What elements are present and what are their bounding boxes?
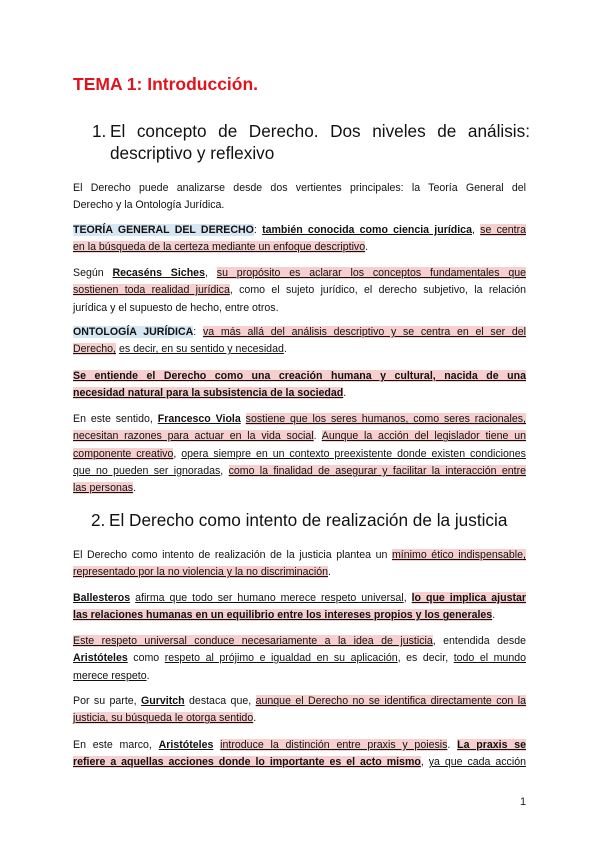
name-francesco-viola: Francesco Viola xyxy=(157,413,241,425)
p11-pre: En este marco, xyxy=(73,739,159,751)
p9-mid-b: como xyxy=(127,652,165,665)
paragraph-5 xyxy=(73,368,526,403)
section-2-title: El Derecho como intento de realización de la justicia xyxy=(109,510,508,530)
p8-underline-a: afirma que todo ser humano merece respeto universal xyxy=(135,592,404,604)
name-ballesteros: Ballesteros xyxy=(73,592,131,604)
p7-end: . xyxy=(327,566,331,579)
section-1-title-line1: El concepto de Derecho. Dos niveles de análisis: xyxy=(110,121,530,141)
paragraph-6 xyxy=(73,411,526,497)
p9-mid-b2: , es decir, xyxy=(397,652,454,665)
p6-underline-c: opera siempre en un contexto preexistente donde existen condiciones xyxy=(181,447,526,460)
p4-end: . xyxy=(283,343,287,356)
section-1-title-line2: descriptivo y reflexivo xyxy=(110,143,275,163)
p10-highlight-b: justicia, su búsqueda le otorga sentido xyxy=(73,712,254,725)
p11-highlight-a: introduce la distinción entre praxis y poiesis xyxy=(220,739,448,751)
paragraph-7 xyxy=(73,547,526,582)
section-1-number: 1. xyxy=(92,121,107,141)
paragraph-2 xyxy=(73,222,526,257)
p11-bold-b: refiere a aquellas acciones donde lo importante es el acto mismo xyxy=(73,756,421,769)
term-teoria-general: TEORÍA GENERAL DEL DERECHO xyxy=(73,224,254,236)
p4-colon: : xyxy=(193,326,203,338)
p2-end: . xyxy=(365,241,369,254)
p4-highlight-a: va más allá del análisis descriptivo y se centra en el ser del xyxy=(202,326,526,338)
p1-line-2: Derecho y la Ontología Jurídica. xyxy=(73,199,225,212)
p9-end: . xyxy=(146,669,150,682)
p9-underline-c: merece respeto xyxy=(73,669,147,682)
p9-underline-b: respeto al prójimo e igualdad en su aplicación xyxy=(164,652,398,665)
section-2-heading xyxy=(91,509,531,531)
p3-line-3: jurídica y el supuesto de hecho, entre otros. xyxy=(73,301,279,314)
section-2-number: 2. xyxy=(91,510,106,530)
p10-end: . xyxy=(253,712,257,725)
p11-bold-a: La praxis se xyxy=(457,739,527,751)
p6-highlight-e: las personas xyxy=(73,482,134,495)
p6-pre: En este sentido, xyxy=(73,413,158,425)
paragraph-9 xyxy=(73,633,526,685)
p5-line-2: necesidad natural para la subsistencia de la sociedad xyxy=(73,387,344,400)
p6-underline-d: que no pueden ser ignoradas xyxy=(73,464,221,477)
p6-highlight-d: como la finalidad de asegurar y facilitar la interacción entre xyxy=(228,464,527,477)
p4-highlight-b: Derecho, xyxy=(73,343,116,356)
p4-underline-b: es decir, en su sentido y necesidad xyxy=(118,343,284,356)
p3-pre: Según xyxy=(73,267,113,279)
p9-rest-a: , entendida desde xyxy=(432,635,526,647)
p3-highlight-a: su propósito es aclarar los conceptos fundamentales que xyxy=(216,267,527,279)
p6-space xyxy=(241,413,246,425)
p6-mid-d: , xyxy=(220,464,229,477)
p8-bold-b: las relaciones humanas en un equilibrio entre los intereses propios y los generales xyxy=(73,609,493,622)
term-ontologia-juridica: ONTOLOGÍA JURÍDICA xyxy=(73,326,194,338)
p10-mid: destaca que, xyxy=(184,695,256,707)
p8-bold-a: lo que implica ajustar xyxy=(411,592,527,604)
p2-highlight-b: en la búsqueda de la certeza mediante un enfoque descriptivo xyxy=(73,241,366,254)
p8-comma: , xyxy=(403,592,412,604)
p2-comma: , xyxy=(471,224,481,236)
p7-pre: El Derecho como intento de realización de la justicia plantea un xyxy=(73,549,392,561)
p6-highlight-b: necesitan razones para actuar en la vida social xyxy=(73,430,314,443)
p10-pre: Por su parte, xyxy=(73,695,142,707)
paragraph-10 xyxy=(73,693,526,728)
p2-highlight-a: se centra xyxy=(480,224,527,236)
p6-mid-c: , xyxy=(173,447,182,460)
p9-highlight-a: Este respeto universal conduce necesariamente a la idea de justicia xyxy=(73,635,433,647)
p11-dot: . xyxy=(447,739,458,751)
tema-title: TEMA 1: Introducción. xyxy=(73,74,259,94)
p6-mid-b: . xyxy=(313,430,322,443)
p8-end: . xyxy=(492,609,496,622)
page-number: 1 xyxy=(520,796,527,808)
paragraph-1 xyxy=(73,180,526,215)
p10-highlight-a: aunque el Derecho no se identifica directamente con la xyxy=(255,695,526,707)
paragraph-11 xyxy=(73,737,526,772)
p2-bold-underlined: también conocida como ciencia jurídica xyxy=(262,224,472,236)
p6-highlight-b2: Aunque la acción del legislador tiene un xyxy=(321,430,526,443)
p7-highlight-b: representado por la no violencia y la no discriminación xyxy=(73,566,328,579)
p7-highlight-a: mínimo ético indispensable, xyxy=(391,549,526,561)
p11-underline-b: ya que cada acción xyxy=(428,756,526,769)
p5-end: . xyxy=(343,387,347,400)
p3-comma: , xyxy=(204,267,217,279)
p3-highlight-b: sostienen toda realidad jurídica xyxy=(73,284,230,297)
p3-rest-b: , como el sujeto jurídico, el derecho subjetivo, la relación xyxy=(229,284,526,297)
p2-colon: : xyxy=(253,224,263,236)
p6-highlight-c: componente creativo xyxy=(73,447,174,460)
paragraph-8 xyxy=(73,590,526,625)
p6-highlight-a: sostiene que los seres humanos, como seres racionales, xyxy=(245,413,527,425)
p5-line-1: Se entiende el Derecho como una creación humana y cultural, nacida de una xyxy=(73,370,526,382)
name-aristoteles-2: Aristóteles xyxy=(158,739,214,751)
paragraph-4 xyxy=(73,324,526,359)
section-1-heading xyxy=(92,120,530,164)
name-gurvitch: Gurvitch xyxy=(141,695,185,707)
paragraph-3 xyxy=(73,265,526,317)
name-recasens-siches: Recaséns Siches xyxy=(112,267,205,279)
name-aristoteles-1: Aristóteles xyxy=(73,652,128,665)
p9-underline-b2: todo el mundo xyxy=(453,652,526,665)
p1-line-1: El Derecho puede analizarse desde dos vertientes principales: la Teoría General del xyxy=(73,182,526,194)
p11-comma: , xyxy=(420,756,429,769)
p6-end: . xyxy=(133,482,137,495)
